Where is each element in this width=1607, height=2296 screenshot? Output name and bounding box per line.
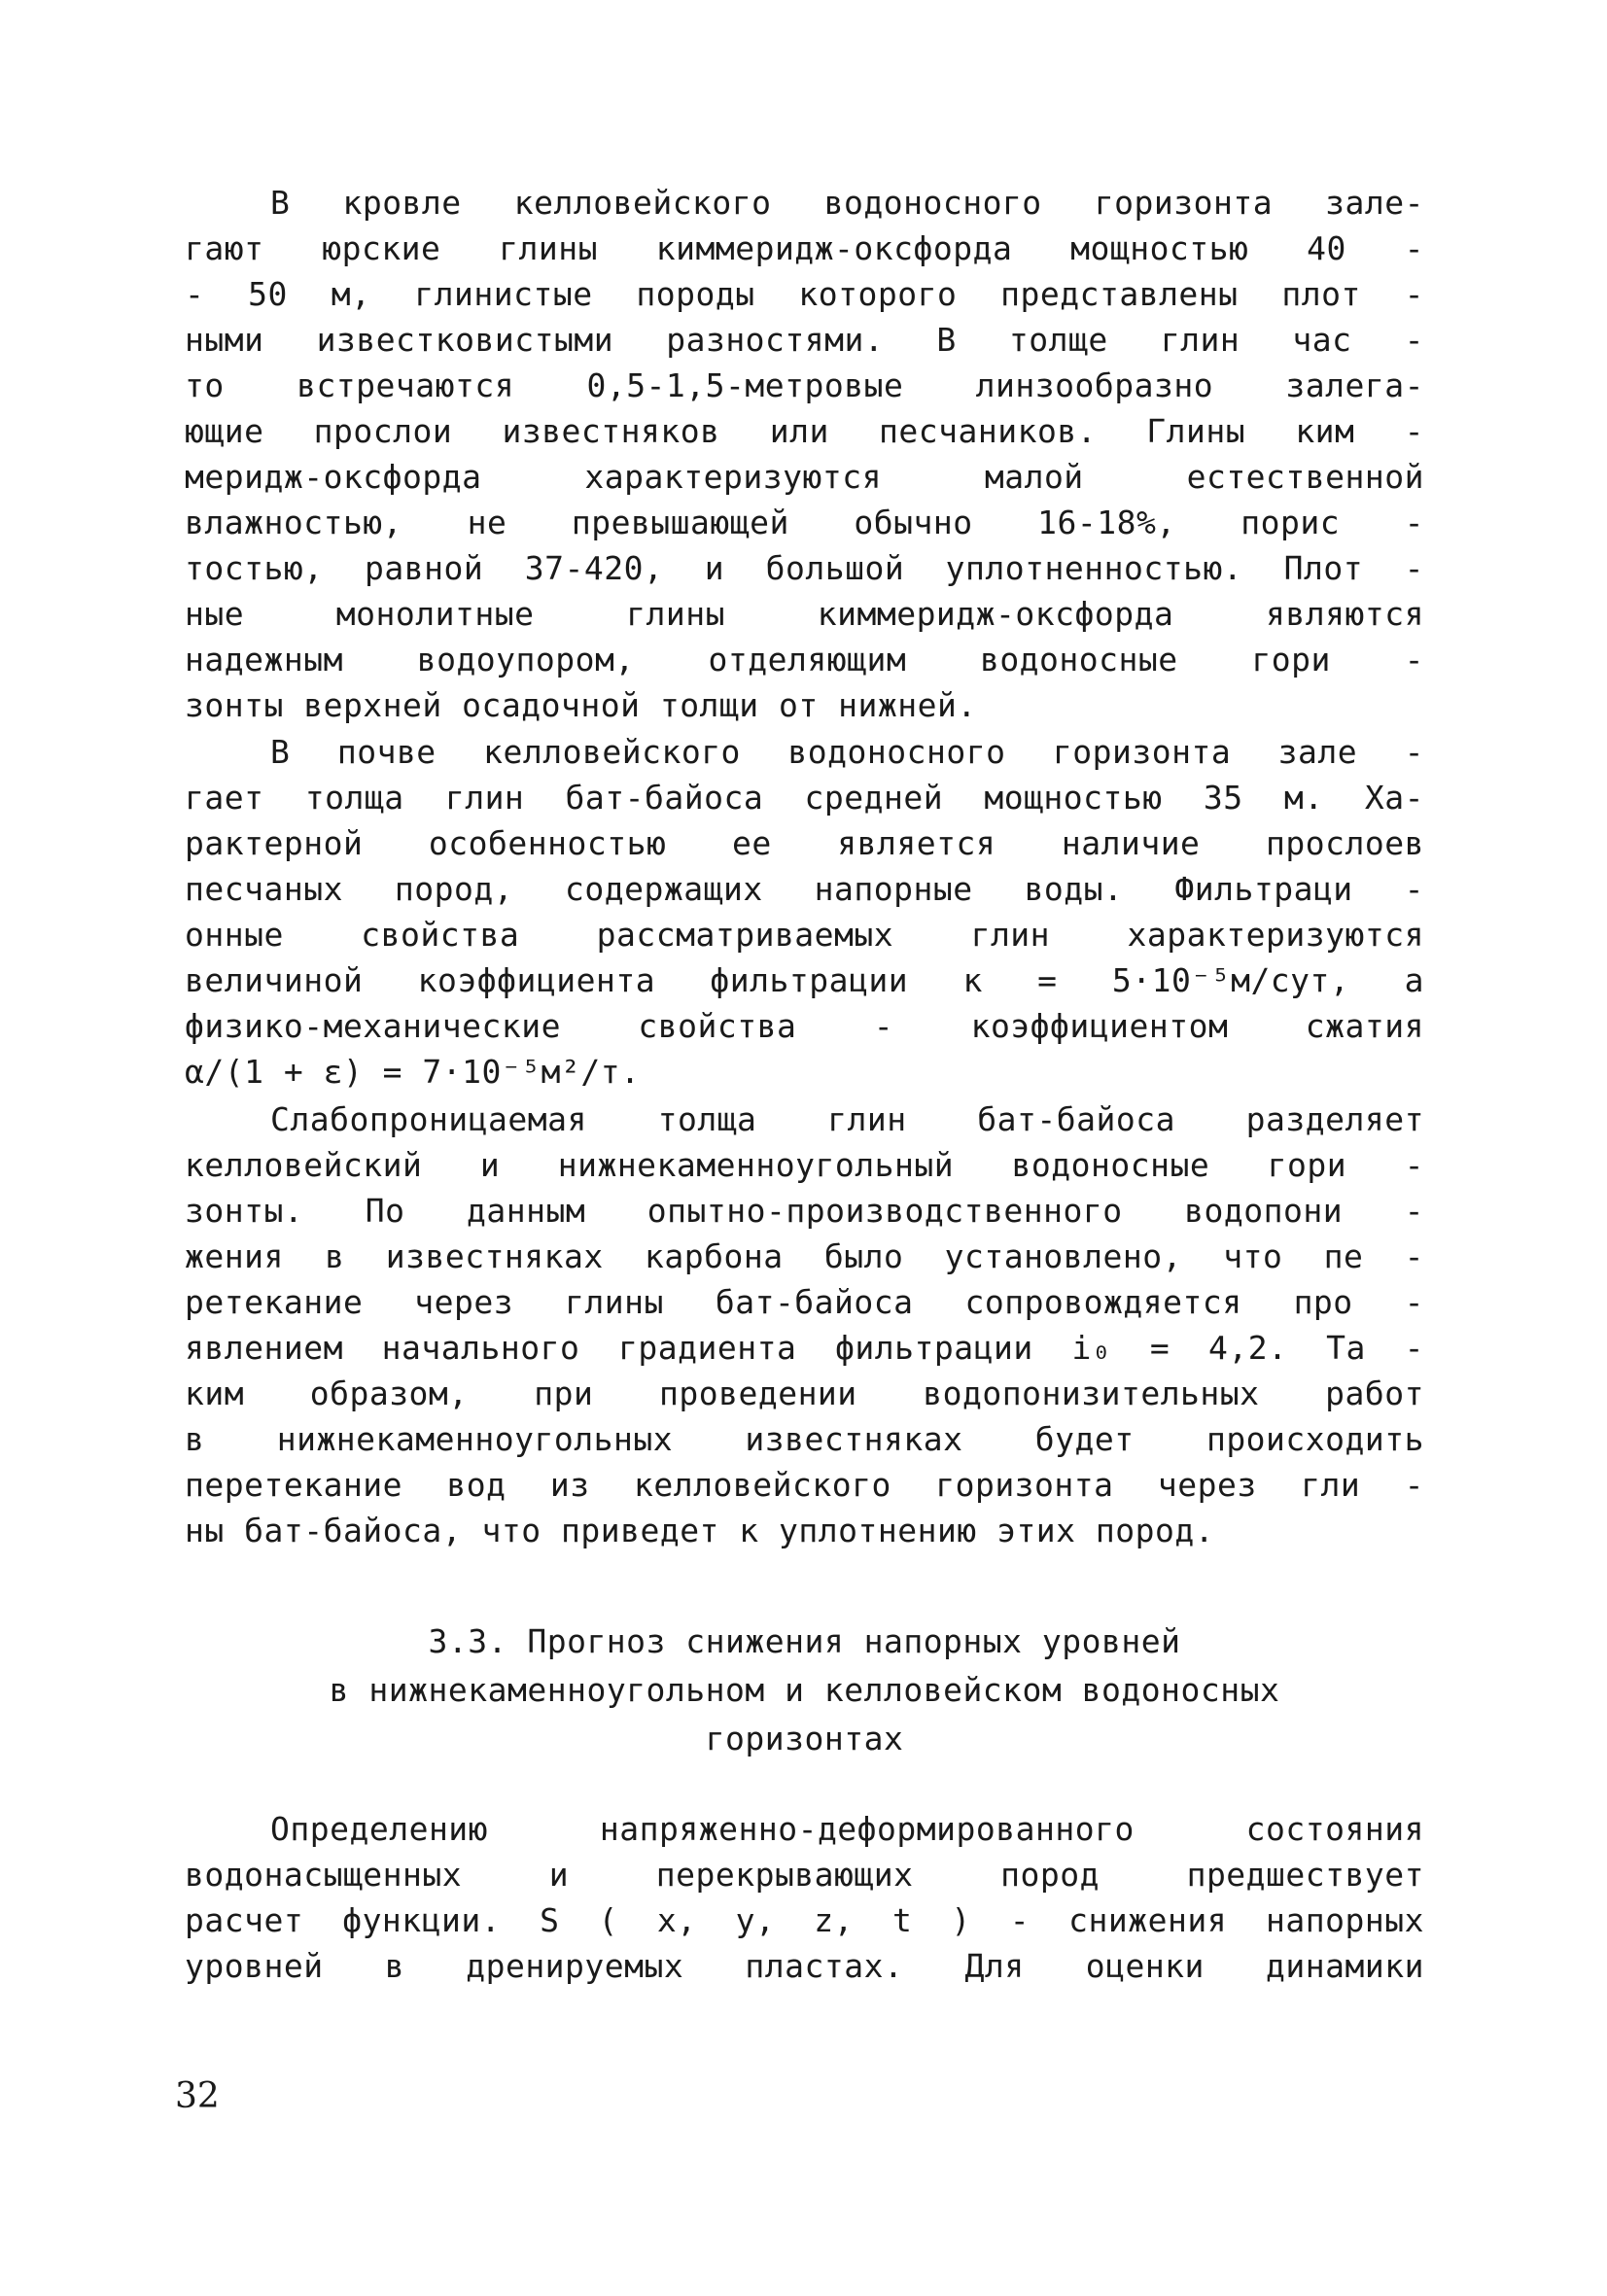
paragraph-line: ретекание через глины бат-байоса сопровождяется про - bbox=[185, 1283, 1424, 1321]
paragraph-line: α/(1 + ε) = 7·10⁻⁵м²/т. bbox=[185, 1053, 641, 1091]
section-heading-line: 3.3. Прогноз снижения напорных уровней bbox=[428, 1622, 1181, 1660]
paragraph-line: келловейский и нижнекаменноугольный водоносные гори - bbox=[185, 1146, 1424, 1184]
paragraph-line: влажностью, не превышающей обычно 16-18%, порис - bbox=[185, 504, 1424, 541]
paragraph-line: меридж-оксфорда характеризуются малой естественной bbox=[185, 458, 1424, 496]
paragraph-line: онные свойства рассматриваемых глин характеризуются bbox=[185, 916, 1424, 954]
paragraph-line: - 50 м, глинистые породы которого представлены плот - bbox=[185, 275, 1424, 313]
paragraph-line: Определению напряженно-деформированного состояния bbox=[270, 1810, 1424, 1848]
paragraph-line: величиной коэффициента фильтрации к = 5·10⁻⁵м/сут, а bbox=[185, 961, 1424, 999]
paragraph-line: в нижнекаменноугольных известняках будет происходить bbox=[185, 1420, 1424, 1458]
paragraph-line: ким образом, при проведении водопонизительных работ bbox=[185, 1374, 1424, 1412]
section-heading-line: в нижнекаменноугольном и келловейском водоносных bbox=[329, 1671, 1280, 1709]
section-heading bbox=[185, 1618, 1424, 1763]
paragraph-line: то встречаются 0,5-1,5-метровые линзообразно залега- bbox=[185, 366, 1424, 404]
paragraph-line: уровней в дренируемых пластах. Для оценки динамики bbox=[185, 1947, 1424, 1985]
page-number: 32 bbox=[175, 2076, 220, 2116]
paragraph-line: зонты верхней осадочной толщи от нижней. bbox=[185, 686, 977, 724]
paragraph-line: перетекание вод из келловейского горизонта через гли - bbox=[185, 1466, 1424, 1504]
paragraph-line: В почве келловейского водоносного горизонта зале - bbox=[270, 733, 1424, 771]
paragraph-line: явлением начального градиента фильтрации i₀ = 4,2. Та - bbox=[185, 1329, 1424, 1367]
paragraph-2 bbox=[185, 729, 1424, 1095]
paragraph-line: водонасыщенных и перекрывающих пород предшествует bbox=[185, 1856, 1424, 1894]
paragraph-line: ные монолитные глины киммеридж-оксфорда являются bbox=[185, 595, 1424, 633]
paragraph-line: В кровле келловейского водоносного горизонта зале- bbox=[270, 184, 1424, 222]
paragraph-line: тостью, равной 37-420, и большой уплотненностью. Плот - bbox=[185, 549, 1424, 587]
paragraph-line: жения в известняках карбона было установлено, что пе - bbox=[185, 1237, 1424, 1275]
paragraph-line: Слабопроницаемая толща глин бат-байоса разделяет bbox=[270, 1100, 1424, 1138]
paragraph-line: рактерной особенностью ее является наличие прослоев bbox=[185, 824, 1424, 862]
paragraph-line: ными известковистыми разностями. В толще глин час - bbox=[185, 321, 1424, 359]
paragraph-line: гают юрские глины киммеридж-оксфорда мощностью 40 - bbox=[185, 229, 1424, 267]
paragraph-line: ны бат-байоса, что приведет к уплотнению этих пород. bbox=[185, 1512, 1215, 1549]
paragraph-line: надежным водоупором, отделяющим водоносные гори - bbox=[185, 641, 1424, 678]
paragraph-line: ющие прослои известняков или песчаников. Глины ким - bbox=[185, 412, 1424, 450]
section-heading-line: горизонтах bbox=[705, 1720, 904, 1757]
paragraph-line: гает толща глин бат-байоса средней мощностью 35 м. Ха- bbox=[185, 779, 1424, 817]
paragraph-line: физико-механические свойства - коэффициентом сжатия bbox=[185, 1007, 1424, 1045]
paragraph-1 bbox=[185, 180, 1424, 728]
paragraph-4 bbox=[185, 1806, 1424, 1989]
paragraph-3 bbox=[185, 1096, 1424, 1553]
paragraph-line: песчаных пород, содержащих напорные воды. Фильтраци - bbox=[185, 870, 1424, 908]
paragraph-line: расчет функции. S ( x, y, z, t ) - снижения напорных bbox=[185, 1901, 1424, 1939]
paragraph-line: зонты. По данным опытно-производственного водопони - bbox=[185, 1192, 1424, 1230]
